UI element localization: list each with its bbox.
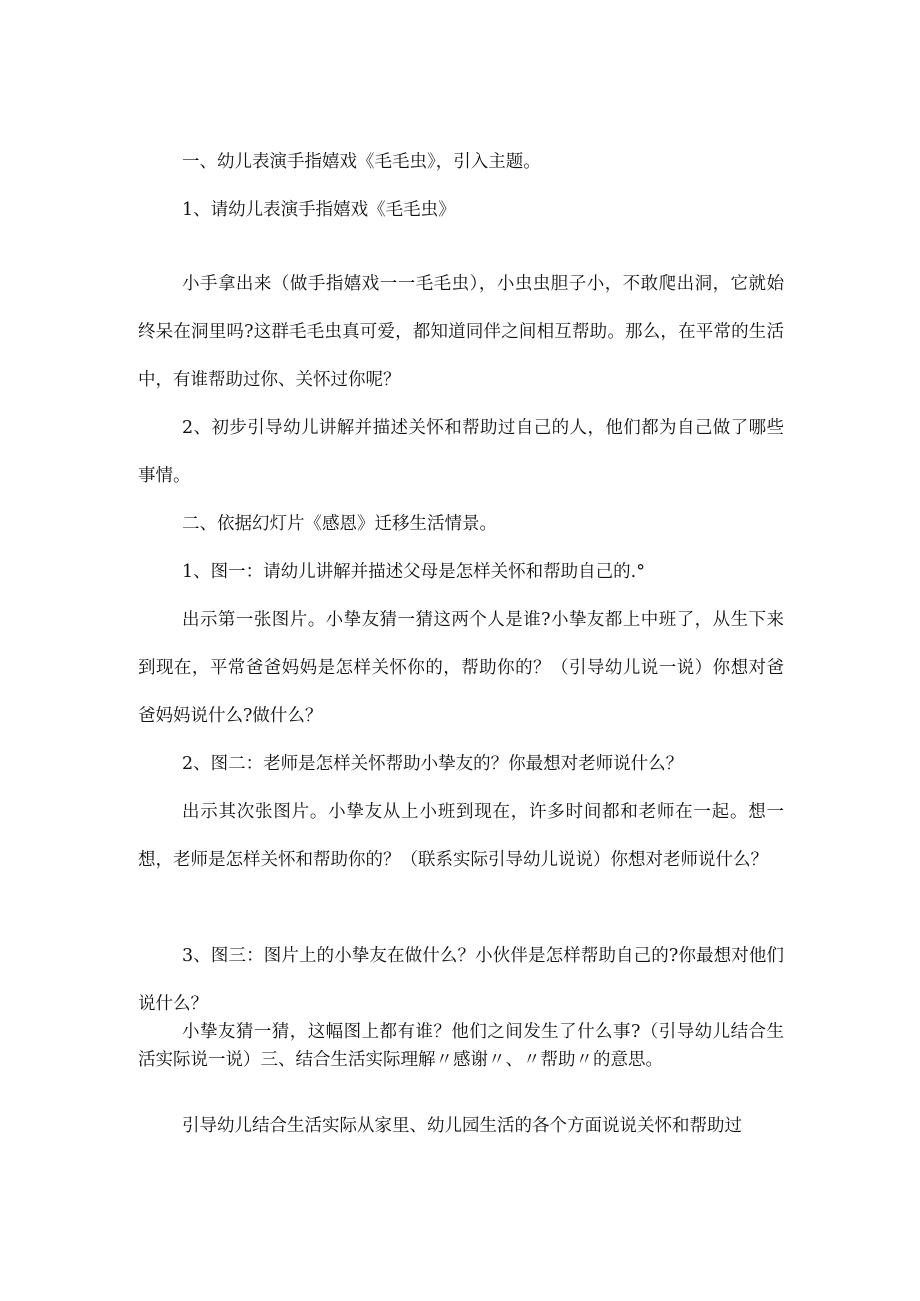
paragraph-guide-life: 引导幼儿结合生活实际从家里、幼儿园生活的各个方面说说关怀和帮助过: [182, 1116, 742, 1136]
step-2-1: 1、图一：请幼儿讲解并描述父母是怎样关怀和帮助自己的.°: [182, 562, 645, 582]
heading-section-2: 二、依据幻灯片《感恩》迁移生活情景。: [182, 514, 497, 534]
heading-section-1: 一、幼儿表演手指嬉戏《毛毛虫》，引入主题。: [182, 152, 541, 172]
step-1-1: 1、请幼儿表演手指嬉戏《毛毛虫》: [182, 200, 456, 220]
step-2-3: 3、图三：图片上的小挚友在做什么？小伙伴是怎样帮助自己的?你最想对他们说什么？: [138, 946, 784, 1014]
paragraph-picture-1: 出示第一张图片。小挚友猜一猜这两个人是谁?小挚友都上中班了，从生下来到现在，平常爸爸妈妈是怎样关怀你的，帮助你的？（引导幼儿说一说）你想对爸爸妈妈说什么?做什么？: [138, 610, 784, 726]
paragraph-picture-2: 出示其次张图片。小挚友从上小班到现在，许多时间都和老师在一起。想一想，老师是怎样关怀和帮助你的？（联系实际引导幼儿说说）你想对老师说什么？: [138, 802, 784, 870]
paragraph-finger-game: 小手拿出来（做手指嬉戏一一毛毛虫），小虫虫胆子小，不敢爬出洞，它就始终呆在洞里吗?这群毛毛虫真可爱，都知道同伴之间相互帮助。那么，在平常的生活中，有谁帮助过你、关怀过你呢？: [138, 274, 784, 390]
step-1-2: 2、初步引导幼儿讲解并描述关怀和帮助过自己的人，他们都为自己做了哪些事情。: [138, 418, 784, 486]
paragraph-picture-3: 小挚友猜一猜，这幅图上都有谁？他们之间发生了什么事?（引导幼儿结合生活实际说一说）三、结合生活实际理解〃感谢〃、〃帮助〃的意思。: [138, 1022, 784, 1070]
step-2-2: 2、图二：老师是怎样关怀帮助小挚友的？你最想对老师说什么？: [182, 754, 684, 774]
